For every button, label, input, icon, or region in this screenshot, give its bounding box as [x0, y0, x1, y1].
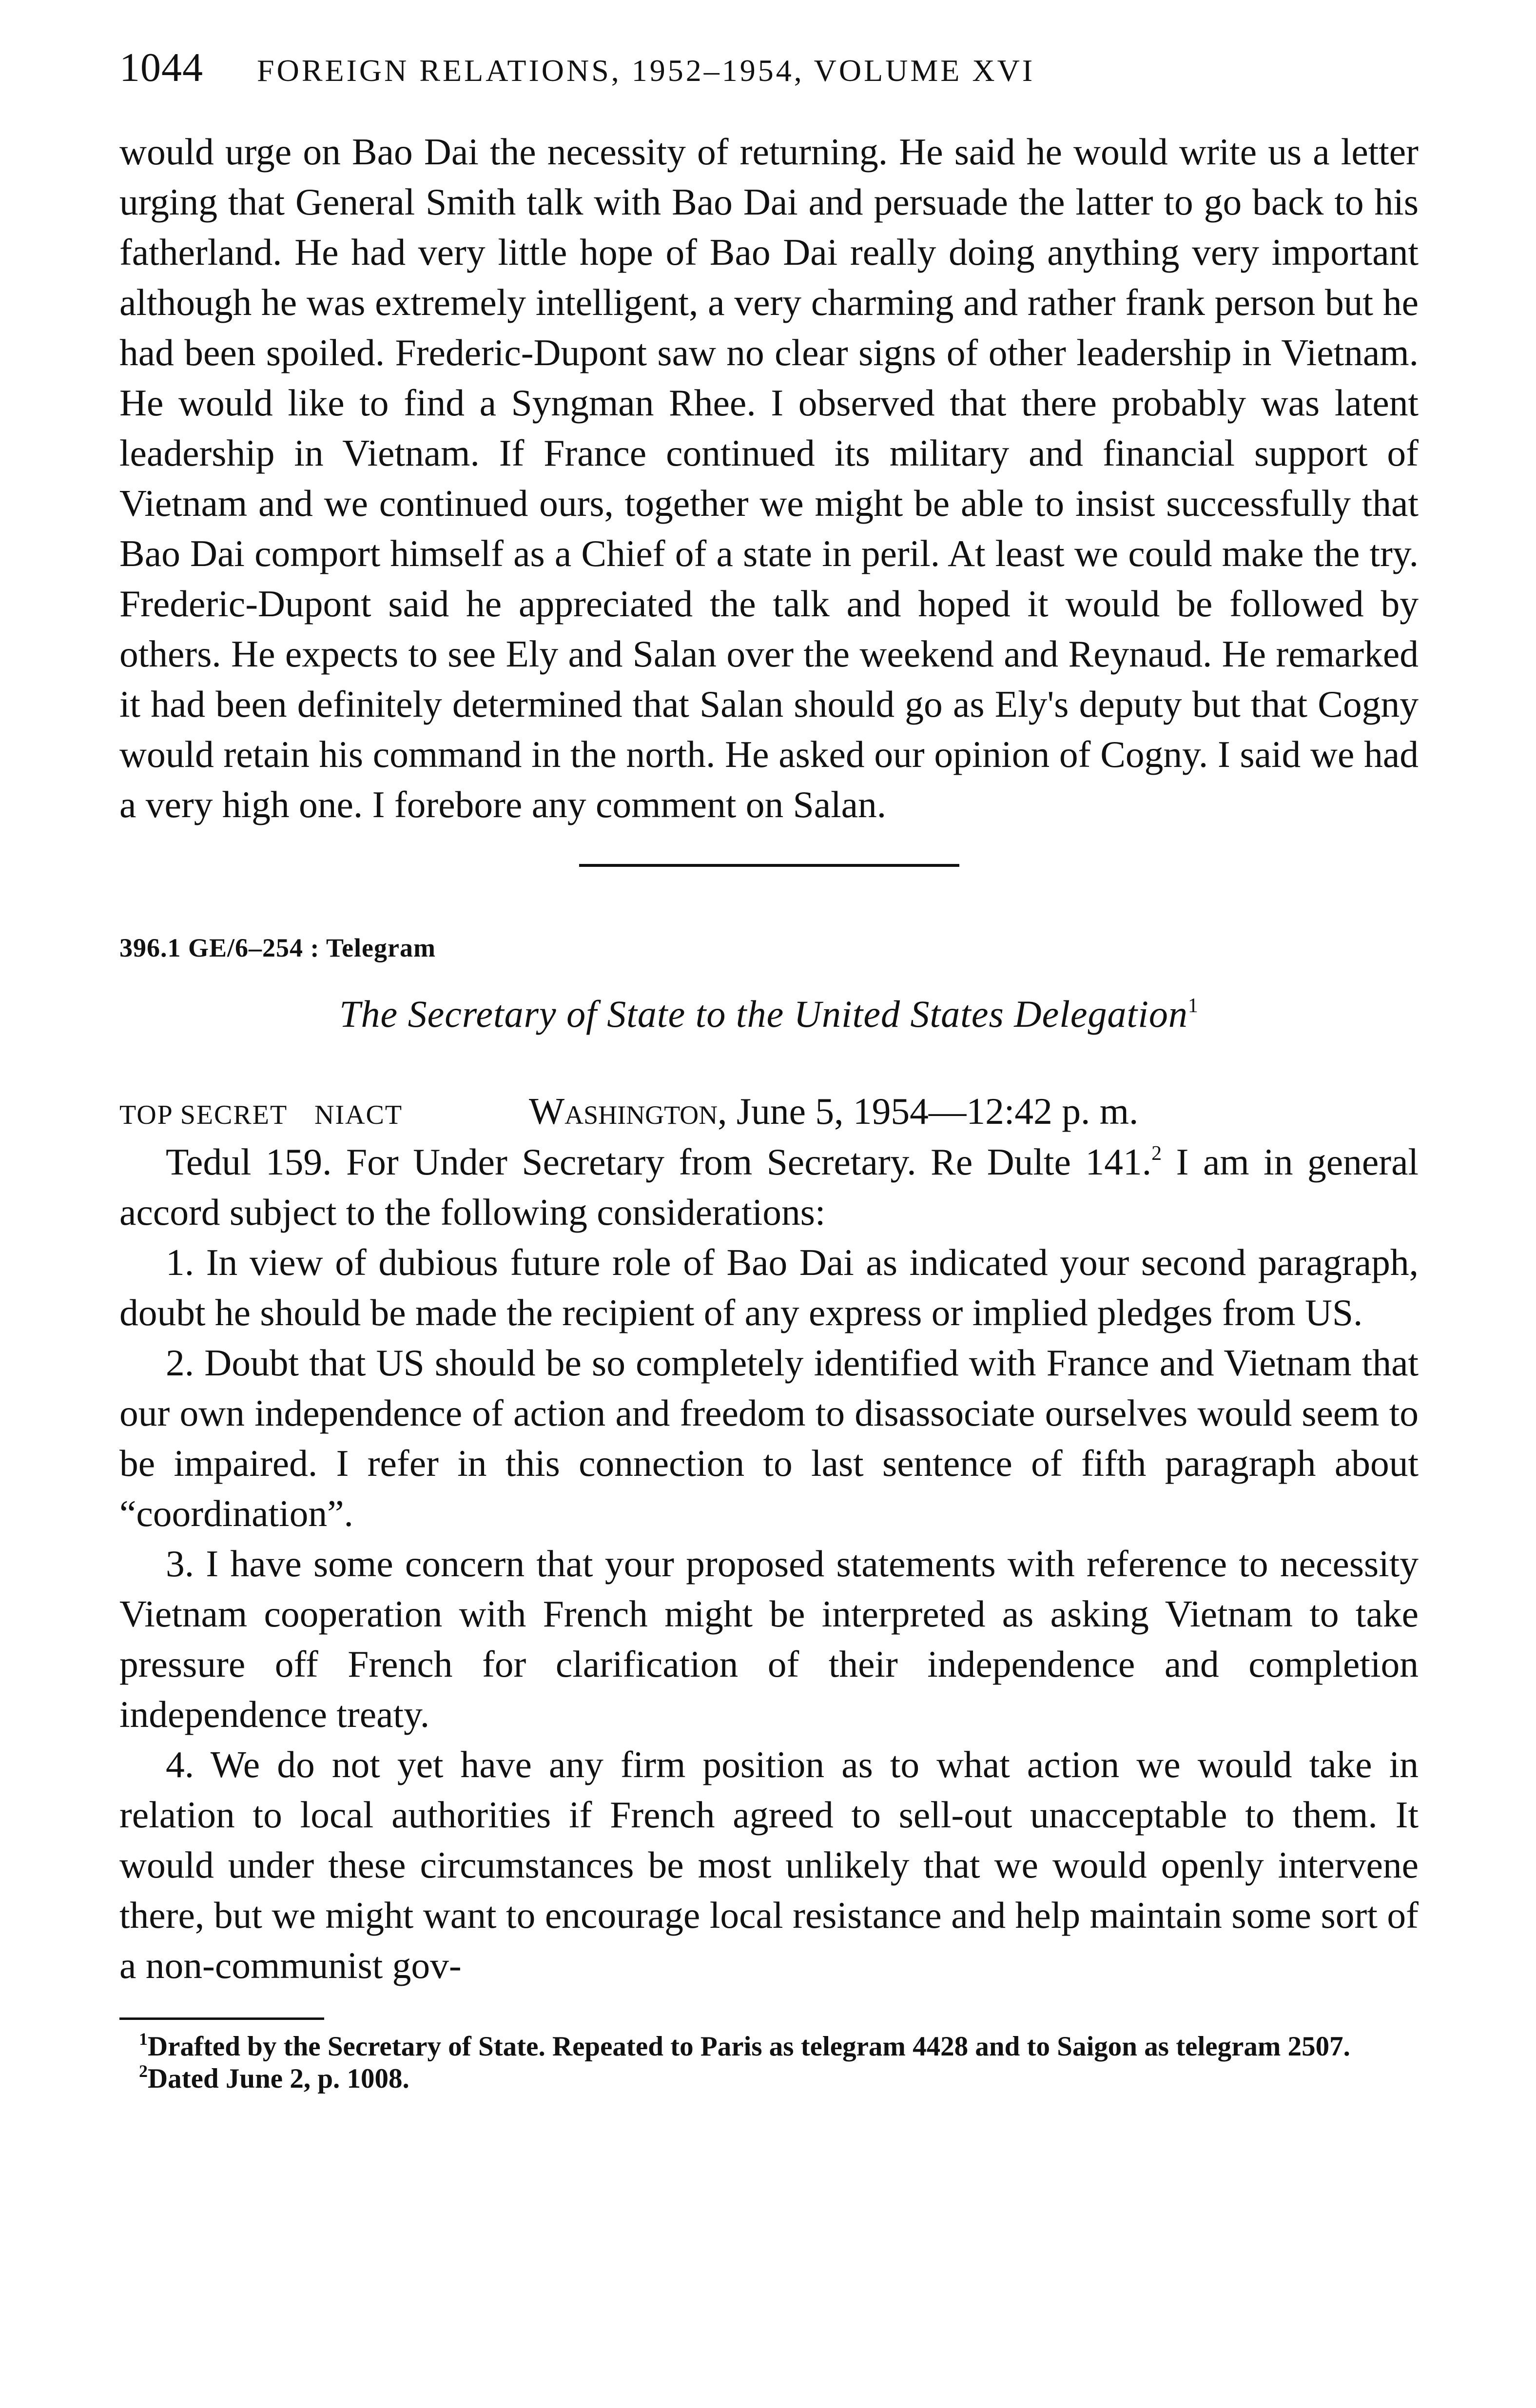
document-title — [119, 992, 1419, 1036]
continued-paragraph: would urge on Bao Dai the necessity of returning. He said he would write us a letter urging that General Smith talk with Bao Dai and persuade the latter to go back to his fatherland. He had very little hope of Bao Dai really doing anything very important although he was extremely intelligent, a very charming and rather frank person but he had been spoiled. Frederic-Dupont saw no clear signs of other leadership in Vietnam. He would like to find a Syngman Rhee. I observed that there probably was latent leadership in Vietnam. If France continued its military and financial support of Vietnam and we continued ours, together we might be able to insist successfully that Bao Dai comport himself as a Chief of a state in peril. At least we could make the try. Frederic-Dupont said he appreciated the talk and hoped it would be followed by others. He expects to see Ely and Salan over the weekend and Reynaud. He remarked it had been definitely determined that Salan should go as Ely's deputy but that Cogny would retain his command in the north. He asked our opinion of Cogny. I said we had a very high one. I forebore any comment on Salan. — [119, 131, 1419, 825]
page-number: 1044 — [119, 45, 203, 90]
footnote-rule — [119, 2017, 324, 2020]
opening-text-rest: I am in general accord subject to the following considerations: — [119, 1141, 1419, 1233]
precedence-marker: NIACT — [314, 1100, 403, 1130]
classification-line — [119, 1090, 1419, 1133]
file-reference: 396.1 GE/6–254 : Telegram — [119, 933, 436, 962]
running-header — [119, 44, 1419, 102]
point-paragraph-2: 2. Doubt that US should be so completely identified with France and Vietnam that our own independence of action and freedom to disassociate ourselves would seem to be impaired. I refer in this connection to last sentence of fifth paragraph about “coordination”. — [119, 1342, 1419, 1534]
point-paragraph-4: 4. We do not yet have any firm position as to what action we would take in relation to local authorities if French agreed to sell-out unacceptable to them. It would under these circumstances be most unlikely that we would openly intervene there, but we might want to encourage local resistance and help maintain some sort of a non-communist gov- — [119, 1743, 1419, 1986]
footnote-2-text: Dated June 2, p. 1008. — [148, 2063, 409, 2094]
classification-level: TOP SECRET — [119, 1100, 288, 1130]
dateline-place: Washington, — [529, 1090, 727, 1132]
dateline — [529, 1090, 1138, 1133]
point-paragraph-1: 1. In view of dubious future role of Bao Dai as indicated your second paragraph, doubt he should be made the recipient of any express or implied pledges from US. — [119, 1241, 1419, 1333]
opening-footnote-mark: 2 — [1151, 1142, 1162, 1165]
title-footnote-mark: 1 — [1187, 995, 1199, 1017]
section-separator — [579, 864, 959, 867]
footnote-2-mark: 2 — [139, 2061, 148, 2081]
footnote-1 — [119, 2031, 1419, 2063]
dateline-date: June 5, 1954—12:42 p. m. — [736, 1090, 1139, 1132]
opening-paragraph — [119, 1137, 1419, 1237]
opening-text: Tedul 159. For Under Secretary from Secretary. Re Dulte 141. — [166, 1141, 1152, 1183]
running-head-title: FOREIGN RELATIONS, 1952–1954, VOLUME XVI — [257, 53, 1035, 88]
footnote-1-text: Drafted by the Secretary of State. Repeated to Paris as telegram 4428 and to Saigon as telegram 2507. — [148, 2031, 1350, 2062]
document-page — [119, 44, 1419, 2095]
point-paragraph-3: 3. I have some concern that your proposed statements with reference to necessity Vietnam cooperation with French might be interpreted as asking Vietnam to take pressure off French for clarification of their independence and completion independence treaty. — [119, 1543, 1419, 1735]
footnote-1-mark: 1 — [139, 2029, 148, 2049]
document-title-text: The Secretary of State to the United States Delegation — [339, 993, 1188, 1035]
footnote-2 — [119, 2063, 1419, 2095]
